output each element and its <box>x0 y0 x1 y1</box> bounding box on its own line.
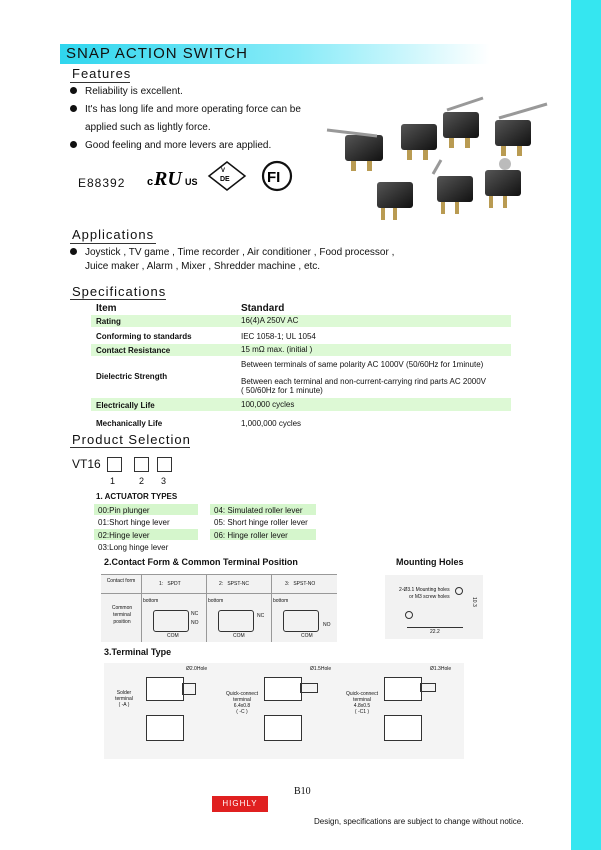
contact-form-name: 3: SPST-NO <box>285 581 316 587</box>
mounting-holes-diagram <box>385 575 483 639</box>
contact-form-col-header: Contact form <box>106 578 136 584</box>
contact-form-heading: 2.Contact Form & Common Terminal Position <box>104 557 298 567</box>
spec-item: Electrically Life <box>96 401 155 410</box>
footer-note: Design, specifications are subject to change without notice. <box>314 817 524 826</box>
product-selection-heading: Product Selection <box>72 432 191 447</box>
spec-item: Conforming to standards <box>96 332 192 341</box>
feature-item: Good feeling and more levers are applied. <box>70 137 301 155</box>
contact-form-table <box>101 574 337 642</box>
contact-form-name: 2: SPST-NC <box>219 581 250 587</box>
code-box-2 <box>134 457 149 472</box>
position-label: bottom <box>143 598 159 604</box>
mounting-holes-heading: Mounting Holes <box>396 557 464 567</box>
switch-outline-icon <box>218 610 254 632</box>
brand-badge: HIGHLY <box>212 796 268 812</box>
dimension-label: Ø2.0Hole <box>186 666 208 672</box>
features-heading: Features <box>72 66 132 81</box>
terminal-drawing <box>264 715 302 741</box>
switch-image <box>433 160 473 214</box>
spec-value: 16(4)A 250V AC <box>241 316 299 325</box>
page-number: B10 <box>294 786 311 797</box>
svg-text:US: US <box>185 177 198 187</box>
terminal-drawing <box>264 677 302 701</box>
switch-image <box>443 98 483 148</box>
fi-icon <box>263 162 291 190</box>
terminal-type-label: Solder terminal ( -A ) <box>115 690 133 708</box>
file-number: E88392 <box>78 176 126 190</box>
spec-col-item: Item <box>96 303 117 314</box>
spec-value: 100,000 cycles <box>241 400 295 409</box>
actuator-option: 01:Short hinge lever <box>98 518 170 527</box>
switch-image <box>327 130 383 171</box>
terminal-drawing <box>420 683 436 692</box>
feature-item: applied such as lightly force. <box>85 122 211 133</box>
spec-value: IEC 1058-1; UL 1054 <box>241 332 316 341</box>
terminal-type-label: Quick-connect terminal 6.4x0.8 ( -C ) <box>226 691 258 715</box>
actuator-option: 02:Hinge lever <box>98 531 150 540</box>
right-accent-bar <box>571 0 601 850</box>
terminal-drawing <box>300 683 318 693</box>
common-terminal-label: Common terminal position <box>111 605 133 625</box>
terminal-drawing <box>182 683 196 695</box>
actuator-heading: 1. ACTUATOR TYPES <box>96 492 178 501</box>
actuator-option: 06: Hinge roller lever <box>214 531 288 540</box>
dimension-label: Ø1.3Hole <box>430 666 452 672</box>
spec-item: Mechanically Life <box>96 419 163 428</box>
position-label: bottom <box>273 598 289 604</box>
terminal-label: COM <box>233 633 245 639</box>
terminal-type-heading: 3.Terminal Type <box>104 647 172 657</box>
svg-text:DE: DE <box>220 176 230 183</box>
bullet-icon <box>70 248 77 255</box>
feature-item: It's has long life and more operating force can be <box>70 101 301 119</box>
hole-icon <box>455 587 463 595</box>
cul-us-icon <box>147 168 198 190</box>
bullet-icon <box>70 105 77 112</box>
spec-value: ( 50/60Hz for 1 minute) <box>241 386 323 395</box>
spec-item: Rating <box>96 317 121 326</box>
vde-icon <box>209 162 245 190</box>
svg-text:V: V <box>221 168 226 174</box>
spec-value: 1,000,000 cycles <box>241 419 302 428</box>
switch-image <box>377 182 413 220</box>
code-position-2: 2 <box>139 476 145 486</box>
mounting-note: or M3 screw holes <box>409 594 450 600</box>
specifications-underline <box>70 299 166 300</box>
dimension-label: 10.3 <box>471 597 477 607</box>
terminal-label: NO <box>323 622 331 628</box>
spec-col-standard: Standard <box>241 303 285 314</box>
svg-text:FI: FI <box>267 169 281 186</box>
product-selection-underline <box>70 447 190 448</box>
spec-item: Dielectric Strength <box>96 372 168 381</box>
spec-value: Between each terminal and non-current-carrying rind parts AC 2000V <box>241 377 487 386</box>
features-list <box>70 83 301 155</box>
terminal-drawing <box>384 715 422 741</box>
dimension-label: 22.2 <box>430 629 440 635</box>
position-label: bottom <box>208 598 224 604</box>
actuator-option: 00:Pin plunger <box>98 506 150 515</box>
terminal-drawing <box>384 677 422 701</box>
feature-item: Reliability is excellent. <box>70 83 301 101</box>
hole-icon <box>405 611 413 619</box>
switch-image <box>485 158 521 208</box>
dimension-label: Ø1.5Hole <box>310 666 332 672</box>
applications-text: Joystick , TV game , Time recorder , Air conditioner , Food processor , <box>85 247 395 258</box>
applications-heading: Applications <box>72 227 155 242</box>
mounting-note: 2-Ø3.1 Mounting holes <box>399 587 450 593</box>
svg-text:c: c <box>147 176 154 188</box>
actuator-option: 04: Simulated roller lever <box>214 506 303 515</box>
bullet-icon <box>70 141 77 148</box>
terminal-label: NO <box>191 620 199 626</box>
code-box-3 <box>157 457 172 472</box>
svg-text:RU: RU <box>154 168 182 190</box>
actuator-option: 03:Long hinge lever <box>98 543 169 552</box>
bullet-icon <box>70 87 77 94</box>
spec-item: Contact Resistance <box>96 346 171 355</box>
spec-row-bg <box>91 315 511 327</box>
switch-outline-icon <box>153 610 189 632</box>
terminal-diagrams <box>104 663 464 759</box>
applications-underline <box>70 243 156 244</box>
switch-outline-icon <box>283 610 319 632</box>
specifications-heading: Specifications <box>72 284 167 299</box>
code-position-1: 1 <box>110 476 116 486</box>
code-position-3: 3 <box>161 476 167 486</box>
model-code: VT16 <box>72 457 101 471</box>
terminal-drawing <box>146 677 184 701</box>
terminal-label: NC <box>257 613 265 619</box>
certification-logos <box>145 158 295 194</box>
spec-value: Between terminals of same polarity AC 1000V (50/60Hz for 1minute) <box>241 360 484 369</box>
page-title: SNAP ACTION SWITCH <box>66 45 248 62</box>
code-box-1 <box>107 457 122 472</box>
actuator-option: 05: Short hinge roller lever <box>214 518 308 527</box>
terminal-label: COM <box>167 633 179 639</box>
terminal-label: NC <box>191 611 199 617</box>
switch-image <box>495 104 547 156</box>
switch-image <box>401 124 437 160</box>
applications-text: Juice maker , Alarm , Mixer , Shredder machine , etc. <box>85 261 321 272</box>
product-photo <box>325 90 560 225</box>
terminal-label: COM <box>301 633 313 639</box>
applications-list <box>70 246 394 274</box>
terminal-type-label: Quick-connect terminal 4.8x0.5 ( -C1 ) <box>346 691 378 715</box>
spec-value: 15 mΩ max. (initial ) <box>241 345 313 354</box>
terminal-drawing <box>146 715 184 741</box>
contact-form-name: 1: SPDT <box>159 581 181 587</box>
